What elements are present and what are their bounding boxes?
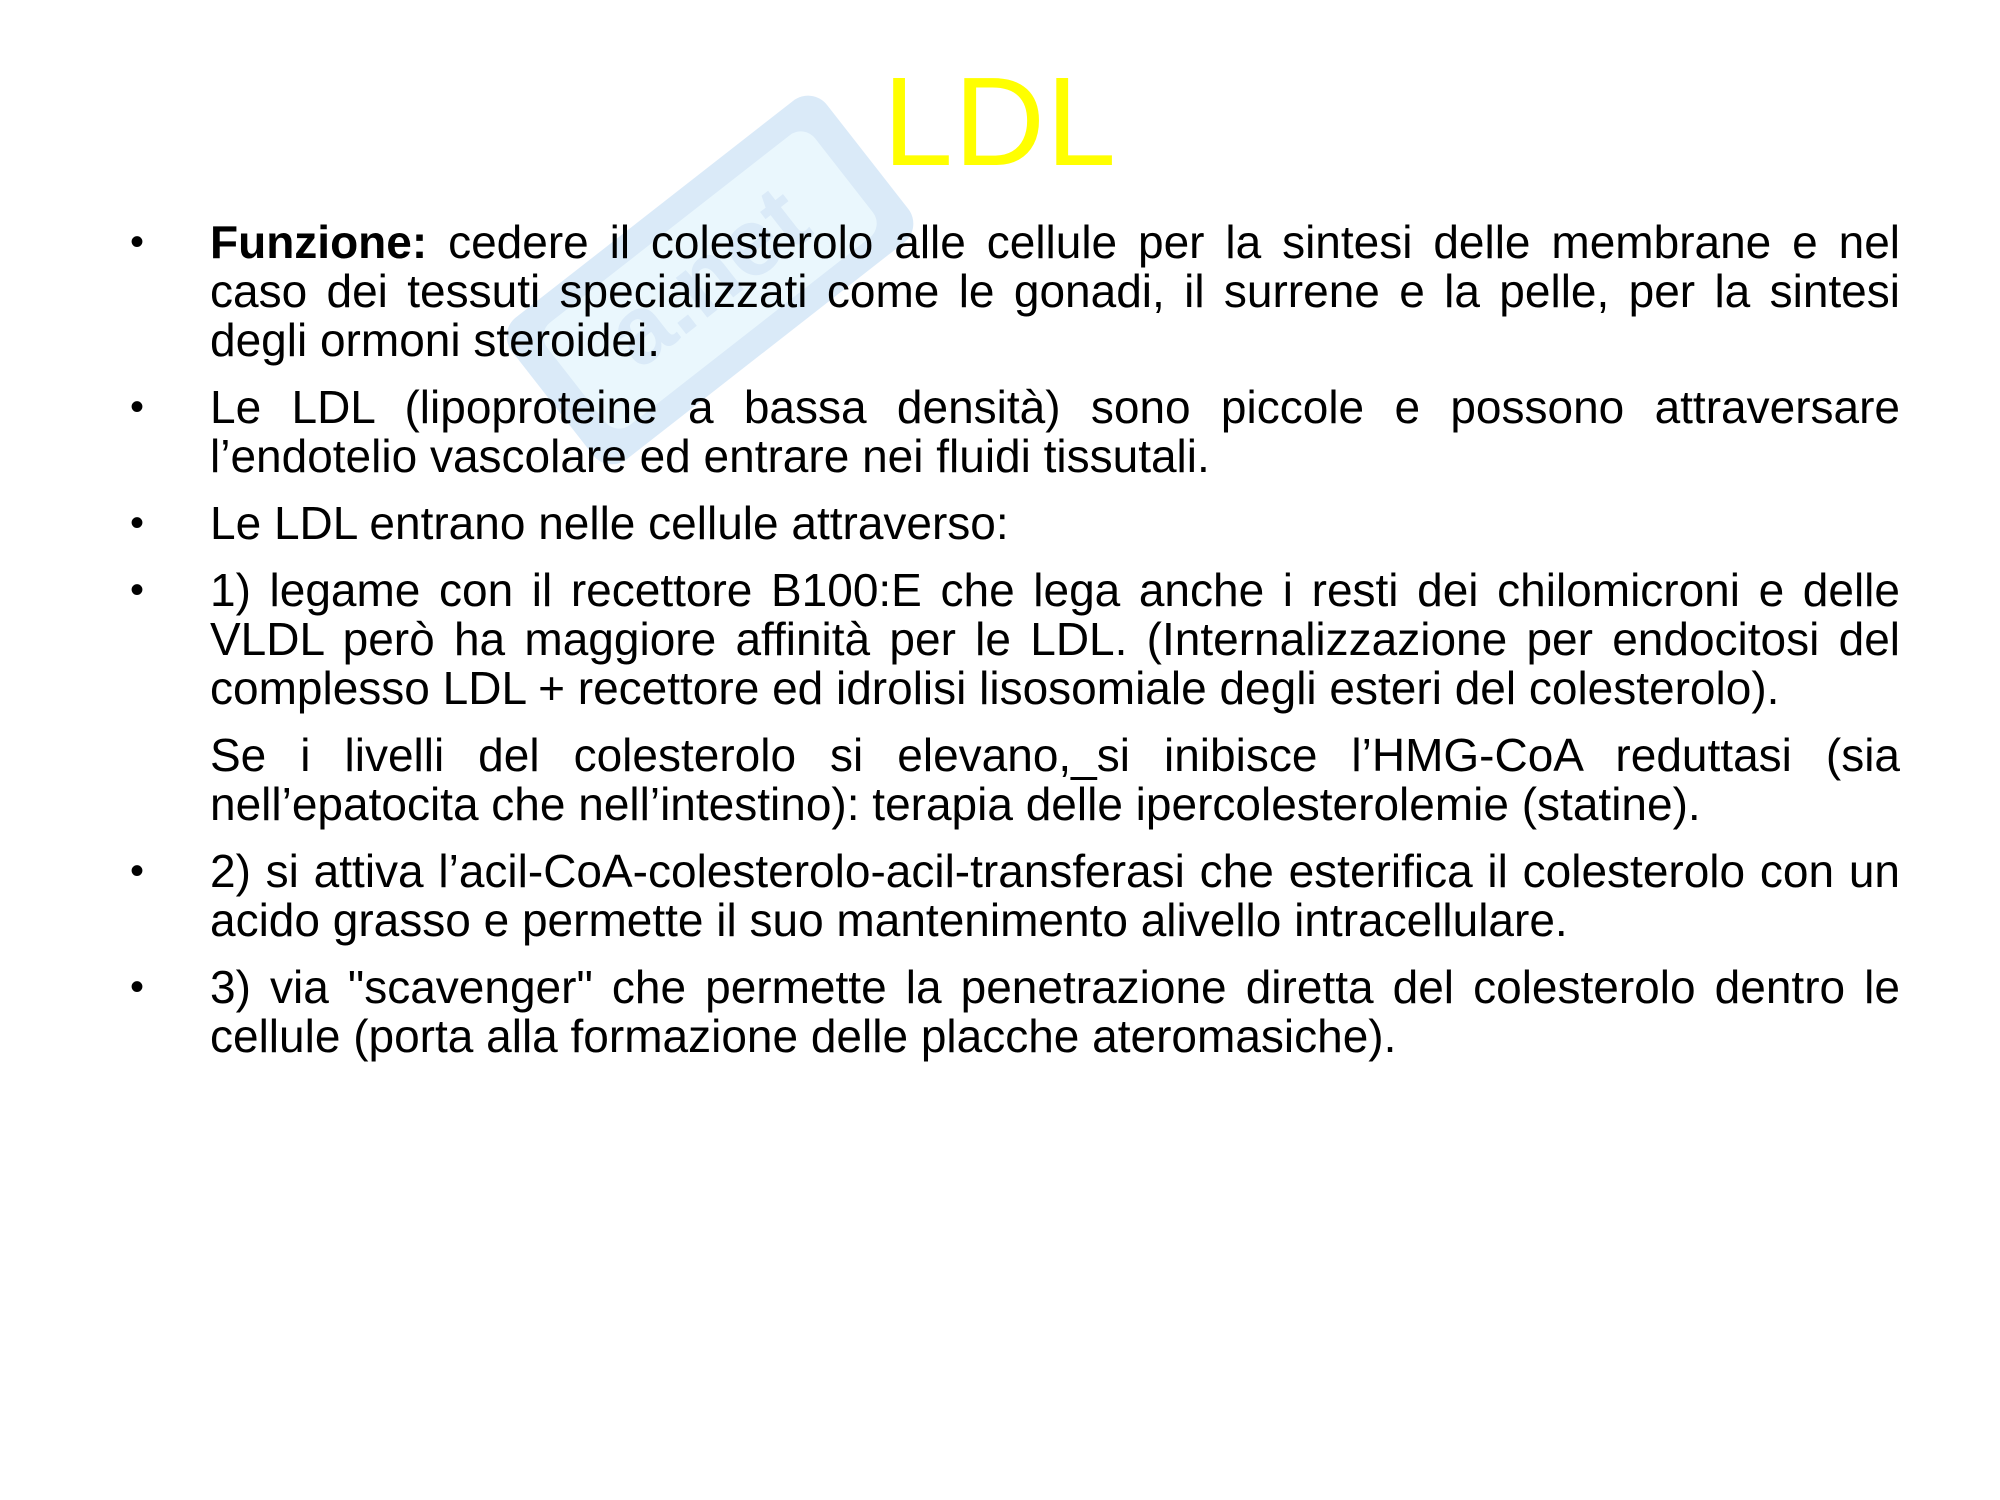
bullet-marker: • — [130, 849, 145, 893]
bullet-marker: • — [130, 568, 145, 612]
bullet-item-scavenger — [130, 963, 1900, 1061]
slide-content — [130, 218, 1900, 1079]
bullet-marker: • — [130, 385, 145, 429]
bullet-marker: • — [130, 965, 145, 1009]
bullet-item-ldl-definition — [130, 383, 1900, 481]
bullet-text: Le LDL entrano nelle cellule attraverso: — [210, 497, 1009, 549]
bullet-item-funzione — [130, 218, 1900, 365]
bullet-item-receptor-binding — [130, 566, 1900, 713]
bullet-lead-label: Funzione: — [210, 216, 428, 268]
paragraph-hmg-coa: Se i livelli del colesterolo si elevano,_si inibisce l’HMG-CoA reduttasi (sia nell’epatocita che nell’intestino): terapia delle ipercolesterolemie (statine). — [210, 729, 1900, 830]
bullet-text: 1) legame con il recettore B100:E che lega anche i resti dei chilomicroni e delle VLDL però ha maggiore affinità per le LDL. (Internalizzazione per endocitosi del complesso LDL + recettore ed idrolisi lisosomiale degli esteri del colesterolo). — [210, 564, 1900, 714]
bullet-text: 2) si attiva l’acil-CoA-colesterolo-acil-transferasi che esterifica il colesterolo con un acido grasso e permette il suo mantenimento alivello intracellulare. — [210, 845, 1900, 946]
watermark-text: a.net — [586, 165, 829, 388]
bullet-text: Le LDL (lipoproteine a bassa densità) sono piccole e possono attraversare l’endotelio vascolare ed entrare nei fluidi tissutali. — [210, 381, 1900, 482]
bullet-text: cedere il colesterolo alle cellule per la sintesi delle membrane e nel caso dei tessuti specializzati come le gonadi, il surrene e la pelle, per la sintesi degli ormoni steroidei. — [210, 216, 1900, 366]
bullet-text: 3) via "scavenger" che permette la penetrazione diretta del colesterolo dentro le cellule (porta alla formazione delle placche ateromasiche). — [210, 961, 1900, 1062]
bullet-marker: • — [130, 501, 145, 545]
bullet-item-ldl-entry — [130, 499, 1900, 548]
slide-title: LDL — [882, 51, 1118, 192]
bullet-item-acat — [130, 847, 1900, 945]
bullet-marker: • — [130, 220, 145, 264]
